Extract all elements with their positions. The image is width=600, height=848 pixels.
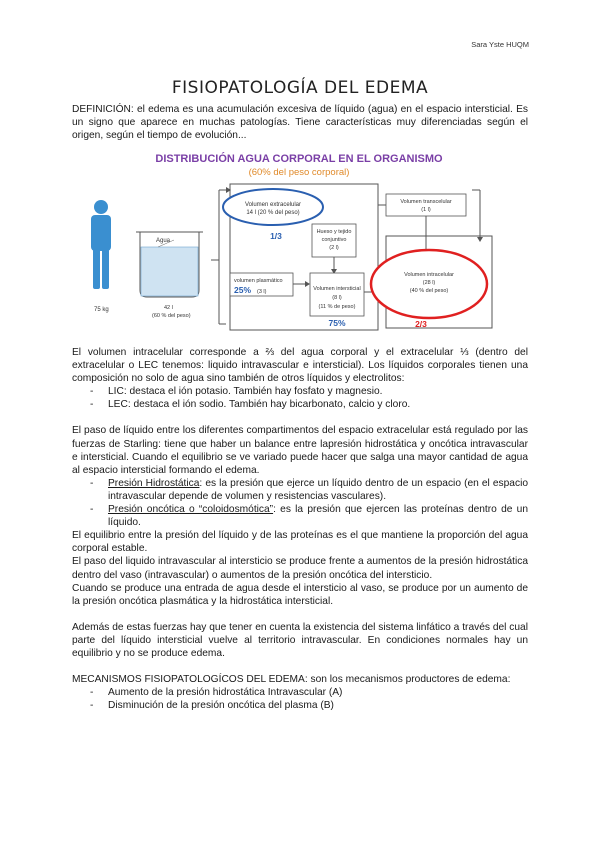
term-hydrostatic: Presión Hidrostática	[108, 477, 200, 489]
beaker-percent: (60 % del peso)	[152, 313, 191, 319]
figure-subtitle: (60% del peso corporal)	[248, 167, 350, 178]
term-oncotic: Presión oncótica o “coloidosmótica”	[108, 504, 274, 516]
lymphatic-paragraph: Además de estas fuerzas hay que tener en cuenta la existencia del sistema linfático a través del cual parte del líquido intersticial vuelve al territorio intravascular. En condiciones normales hay un equilibrio y no se produce edema.	[72, 621, 528, 659]
definition-paragraph	[72, 103, 528, 142]
extracellular-label: Volumen extracelular	[244, 202, 302, 208]
starling-paragraph: El paso de líquido entre los diferentes compartimentos del espacio extracelular está regulado por las fuerzas de Starling: tiene que haber un balance entre lapresión hidrostática y oncótica intravascular e intersticial. Cuando el equilibrio se ve variado puede hacer que salga una mayor cantidad de agua al espacio intersticial formando el edema.	[72, 425, 528, 476]
interstitial-percent-weight: (11 % de peso)	[318, 304, 356, 310]
author-name: Sara Yste HUQM	[471, 40, 529, 49]
plasma-label: volumen plasmático	[234, 278, 283, 284]
figure-title: DISTRIBUCIÓN AGUA CORPORAL EN EL ORGANISMO	[155, 153, 443, 165]
balance-paragraph: El equilibrio entre la presión del líquido y de las proteínas es el que mantiene la proporción del agua corporal estable.	[72, 530, 528, 555]
beaker-water	[141, 247, 198, 296]
extracellular-volume: 14 l (20 % del peso)	[246, 210, 300, 216]
passage-paragraph-1: El paso del liquido intravascular al intersticio se produce frente a aumentos de la presión hidrostática dentro del vaso (intravascular) o aumentos de la presión oncótica del intersticio.	[72, 556, 528, 581]
page-title: FISIOPATOLOGÍA DEL EDEMA	[171, 78, 429, 98]
hydrostatic-definition: : es la presión que ejerce un líquido dentro de un espacio (en el espacio intravascular depende de volumen y resistencias vasculares).	[108, 477, 528, 502]
oncotic-definition: : es la presión que ejercen las proteínas dentro de un líquido.	[108, 504, 528, 529]
list-item: - LEC: destaca el ión sodio. También hay bicarbonato, calcio y cloro.	[90, 398, 528, 411]
body-text	[72, 346, 528, 712]
plasma-volume: (3 l)	[257, 289, 267, 295]
list-item	[90, 477, 528, 503]
interstitial-label: Volumen intersticial	[313, 286, 361, 292]
beaker-label: Agua	[156, 238, 171, 244]
intracellular-label: Volumen intracelular	[404, 272, 454, 278]
interstitial-volume: (8 l)	[332, 295, 342, 301]
electrolyte-list	[72, 385, 528, 411]
list-item: - LIC: destaca el ión potasio. También hay fosfato y magnesio.	[90, 385, 528, 398]
plasma-percent: 25%	[234, 285, 252, 295]
list-item: - Disminución de la presión oncótica del plasma (B)	[90, 699, 528, 712]
interstitial-percent: 75%	[328, 318, 346, 328]
body-water-distribution-figure	[84, 152, 514, 334]
beaker-amount: 42 l	[164, 305, 173, 311]
bone-label-1: Hueso y tejido	[316, 229, 352, 235]
passage-paragraph-2: Cuando se produce una entrada de agua desde el intersticio al vaso, se produce por un aumento de la presión oncótica plasmática y la hidrostática intersticial.	[72, 582, 528, 607]
person-weight: 75 kg	[94, 307, 109, 313]
fraction-one-third: 1/3	[270, 231, 282, 241]
person-icon	[91, 200, 111, 289]
intro-paragraph: El volumen intracelular corresponde a ⅔ del agua corporal y el extracelular ⅓ (dentro del extracelular o LEC tenemos: liquido intravascular e intersticial). Los líquidos corporales tienen una composición no solo de agua sino también de otros líquidos y electrolitos:	[72, 347, 528, 385]
pressure-list	[72, 477, 528, 529]
definition-text: DEFINICIÓN: el edema es una acumulación excesiva de líquido (agua) en el espacio intersticial. Es un signo que aparece en muchas patologías. Tiene características muy diferenciadas según el origen, según el tiempo de evolución...	[72, 104, 528, 142]
list-item	[90, 503, 528, 529]
mechanisms-intro: MECANISMOS FISIOPATOLOGÍCOS DEL EDEMA: son los mecanismos productores de edema:	[72, 674, 511, 686]
intracellular-volume: (28 l)	[422, 280, 436, 286]
transcellular-label: Volumen transcelular	[400, 199, 452, 205]
bone-volume: (2 l)	[329, 245, 339, 251]
fraction-two-thirds: 2/3	[415, 319, 427, 329]
mechanisms-list	[72, 686, 528, 712]
bone-label-2: conjuntivo	[321, 237, 347, 243]
transcellular-volume: (1 l)	[421, 207, 431, 213]
intracellular-percent-weight: (40 % del peso)	[409, 288, 449, 294]
list-item: - Aumento de la presión hidrostática Intravascular (A)	[90, 686, 528, 699]
